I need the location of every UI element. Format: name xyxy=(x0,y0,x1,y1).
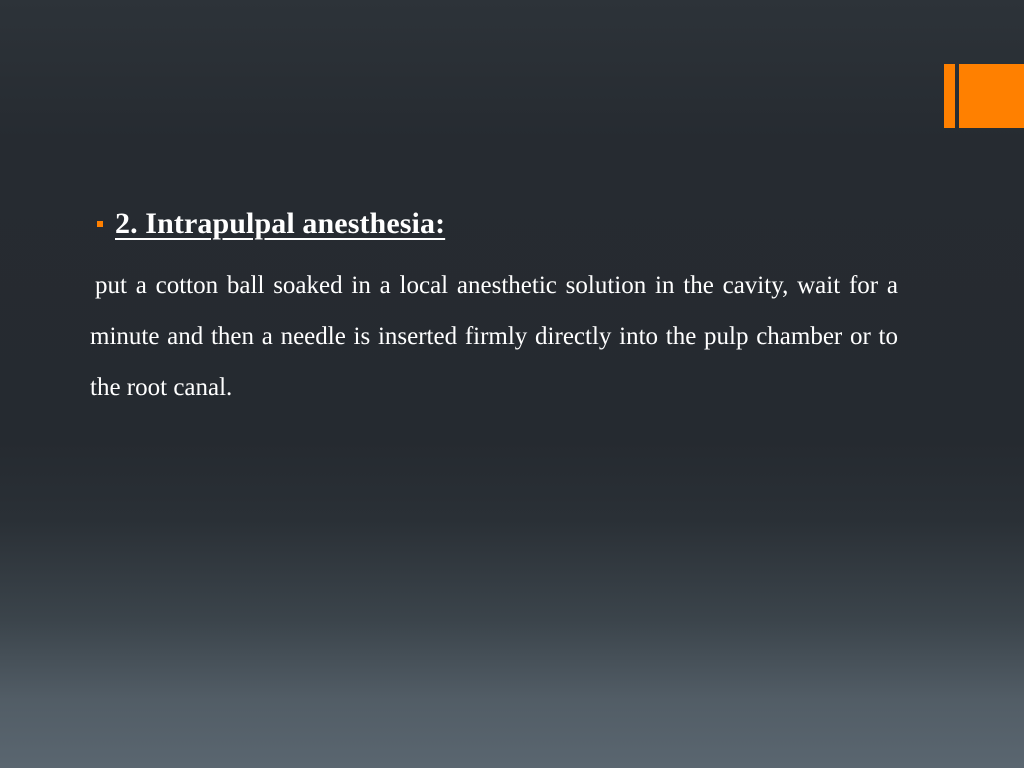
accent-bar-thick xyxy=(959,64,1024,128)
slide-content xyxy=(90,200,898,413)
bullet-item xyxy=(90,200,898,248)
slide-body-text: put a cotton ball soaked in a local anesthetic solution in the cavity, wait for a minute and then a needle is inserted firmly directly into the pulp chamber or to the root canal. xyxy=(90,272,898,401)
slide-heading: 2. Intrapulpal anesthesia: xyxy=(115,207,446,240)
accent-bar-thin xyxy=(944,64,955,128)
square-bullet-icon xyxy=(97,221,103,227)
